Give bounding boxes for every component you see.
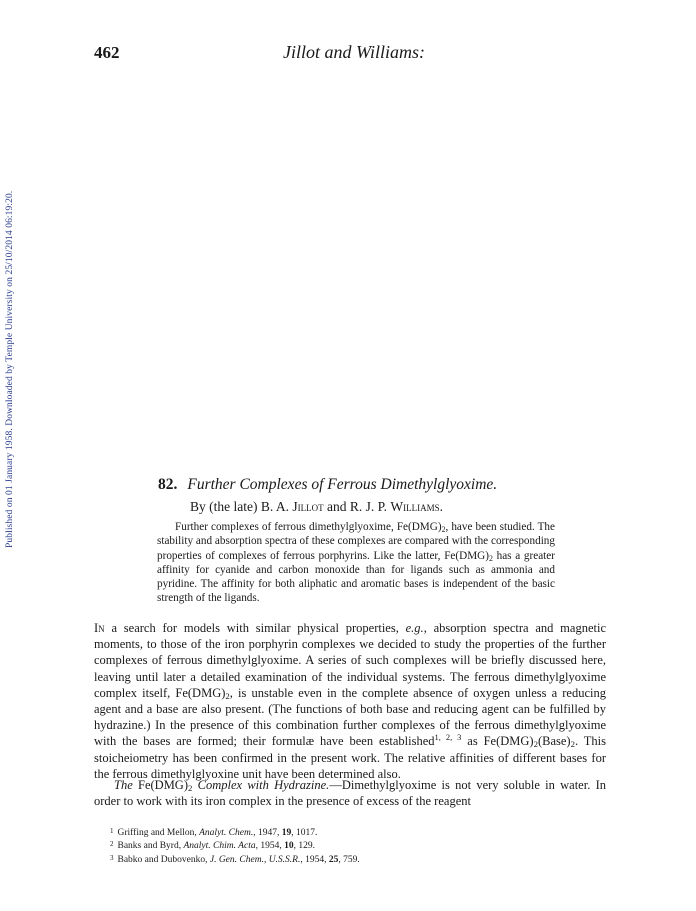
download-watermark: Published on 01 January 1958. Downloaded by Temple University on 25/10/2014 06:19:20. [5,190,15,548]
footnote [110,826,360,839]
footnote-authors: Babko and Dubovenko, [117,854,210,865]
body-p1-eg: e.g. [405,621,424,635]
footnote-number: 3 [110,853,114,862]
section-heading-3: Complex with Hydrazine. [192,778,330,792]
footnote [110,853,360,866]
byline-middle: and R. J. P. [326,499,387,514]
page-number: 462 [94,43,120,62]
footnote-journal: Analyt. Chim. Acta [183,841,256,852]
body-p1-first-word: In [94,621,105,635]
body-p1-subscript-3: 2 [570,739,575,750]
footnote [110,839,360,852]
footnote-journal: J. Gen. Chem., U.S.S.R. [209,854,301,865]
reference-marks: 1, 2, 3 [434,732,462,743]
body-paragraph-1 [94,620,606,782]
abstract-subscript-1: 2 [441,525,446,534]
abstract-text-2: , have been studied. The stability and absorption spectra of these complexes are compared with the corresponding properties of complexes of ferrous porphyrins. Like the latter, Fe(DMG) [157,521,555,562]
body-p1-text-3: , is unstable even in the complete absence of oxygen unless a reducing agent and a base are also present. (The functions of both base and reducing agent can be fulfilled by hydrazine.) In the presence of this combination further complexes of the ferrous dimethylglyoxime with the bases are formed; their formulæ have been established [94,685,606,749]
footnote-volume: 25 [328,854,339,865]
byline [190,499,443,515]
author-1-surname: Jillot [292,499,324,514]
footnote-authors: Banks and Byrd, [117,841,184,852]
footnote-number: 2 [110,840,114,849]
byline-end: . [439,499,443,514]
body-p1-text-6: . This stoicheiometry has been confirmed in the present work. The relative affinities of different bases for the ferrous dimethylglyoxine unit have been determined also. [94,734,606,781]
section-heading-subscript: 2 [188,783,193,793]
abstract-text-1: Further complexes of ferrous dimethylglyoxime, Fe(DMG) [175,521,442,533]
body-p1-subscript-2: 2 [533,739,538,750]
footnote-number: 1 [110,827,114,835]
body-paragraph-2 [94,777,606,809]
article-title [158,476,497,494]
footnote-year: , 1954, [255,841,285,852]
footnote-authors: Griffing and Mellon, [117,828,200,838]
abstract [157,520,555,606]
running-head: Jillot and Williams: [283,42,425,62]
footnote-year: , 1954, [300,854,329,865]
section-heading-1: The [114,778,133,792]
section-heading-2: Fe(DMG) [132,778,188,792]
body-p1-text-4: as Fe(DMG) [461,734,534,749]
article-title-text: Further Complexes of Ferrous Dimethylglyoxime. [187,476,498,493]
body-p1-text-1: a search for models with similar physical properties, [104,621,406,635]
abstract-text-3: has a greater affinity for cyanide and carbon monoxide than for ligands such as ammonia and pyridine. The affinity for both aliphatic and aromatic bases is independent of the basic strength of the ligands. [157,549,555,605]
footnote-year: , 1947, [253,828,282,838]
body-p1-text-2: , absorption spectra and magnetic moments, to those of the iron porphyrin complexes we decided to study the properties of the further complexes of ferrous dimethylglyoxime. A series of such complexes will be briefly discussed here, leaving until later a detailed examination of the individual systems. The ferrous dimethylglyoxime complex itself, Fe(DMG) [94,621,606,700]
footnote-page: , 129. [293,841,315,852]
body-p2-text: —Dimethylglyoxime is not very soluble in water. In order to work with its iron complex in the presence of excess of the reagent [94,778,606,809]
footnote-page: , 1017. [291,828,318,838]
footnote-journal: Analyt. Chem. [199,828,254,838]
footnote-volume: 19 [281,828,292,838]
article-number: 82. [158,476,178,493]
body-p1-text-5: (Base) [537,734,571,749]
byline-prefix: By (the late) B. A. [190,499,289,514]
footnotes [110,826,360,866]
footnote-page: , 759. [338,854,360,865]
author-2-surname: Williams [390,499,440,514]
abstract-subscript-2: 2 [488,553,493,563]
body-p1-subscript-1: 2 [225,690,230,701]
footnote-volume: 10 [284,841,294,852]
